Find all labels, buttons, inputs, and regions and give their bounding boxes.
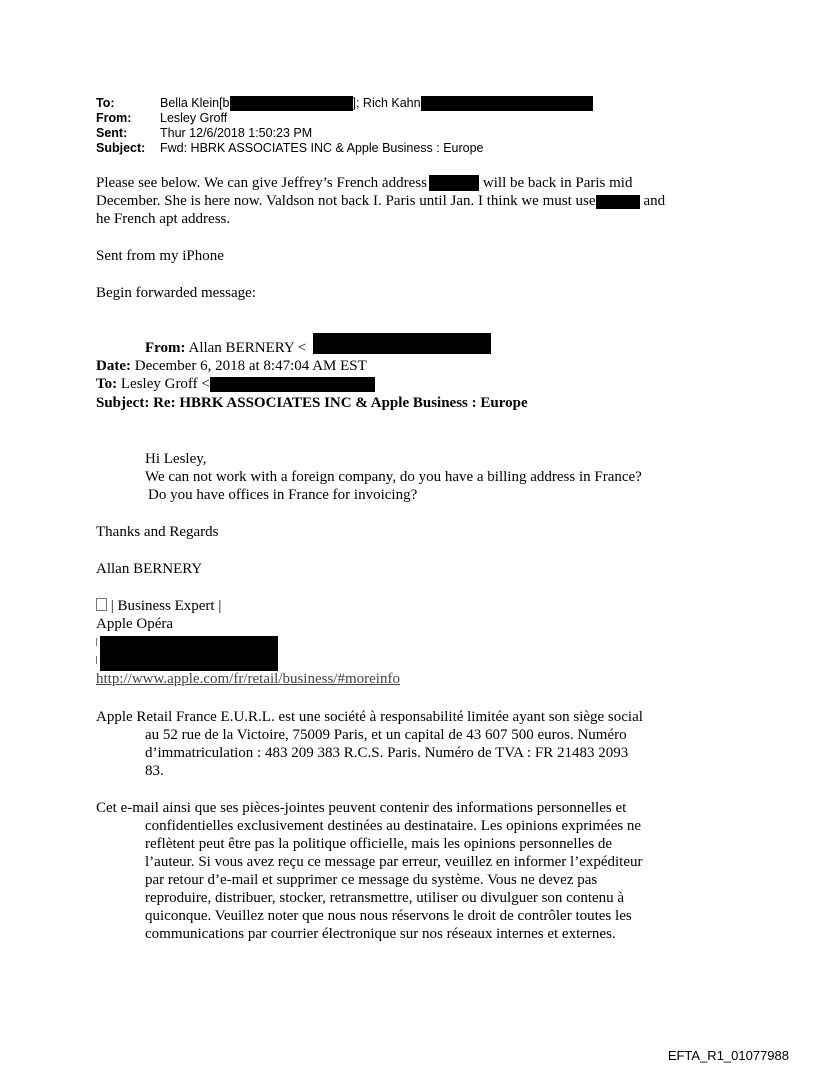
legal-p1-line: 83. [145, 763, 164, 779]
signature-title-row [96, 598, 221, 615]
header-to-label: To: [96, 96, 115, 110]
signoff-text: Thanks and Regards [96, 524, 219, 540]
email-header [96, 96, 593, 156]
body-text: December. She is here now. Valdson not back I. Paris until Jan. I think we must use [96, 193, 596, 209]
sent-from-text: Sent from my iPhone [96, 248, 224, 264]
header-sent-label: Sent: [96, 126, 128, 140]
redaction-box [210, 377, 375, 392]
header-sent-value: Thur 12/6/2018 1:50:23 PM [160, 126, 313, 140]
header-to-row [96, 96, 593, 111]
begin-forwarded-text: Begin forwarded message: [96, 285, 256, 301]
fwd-from-label: From: [145, 340, 186, 356]
fwd-date-row [96, 358, 367, 375]
signature-store: Apple Opéra [96, 616, 174, 632]
fwd-subject-label: Subject: [96, 395, 150, 411]
redaction-box [100, 636, 278, 671]
header-from-row [96, 111, 593, 126]
fwd-from-row [145, 340, 306, 357]
redaction-box [230, 96, 353, 111]
legal-p2-line: confidentielles exclusivement destinées au destinataire. Les opinions exprimées ne [145, 818, 642, 834]
redaction-box [596, 195, 640, 209]
signature-name: Allan BERNERY [96, 561, 203, 577]
body-line-2 [96, 193, 665, 210]
header-from-value: Lesley Groff [160, 111, 228, 125]
body-text: Please see below. We can give Jeffrey’s French address [96, 175, 427, 191]
fwd-date-value: December 6, 2018 at 8:47:04 AM EST [134, 358, 367, 374]
document-id: EFTA_R1_01077988 [667, 1048, 789, 1063]
legal-p2-line: Cet e-mail ainsi que ses pièces-jointes peuvent contenir des informations personnelles et [96, 800, 627, 816]
fwd-to-row [96, 376, 375, 393]
redaction-box [313, 333, 491, 354]
body-text: will be back in Paris mid [482, 175, 633, 191]
header-from-label: From: [96, 111, 132, 125]
legal-p1-line: Apple Retail France E.U.R.L. est une société à responsabilité limitée ayant son siège social [96, 709, 643, 725]
header-subject-label: Subject: [96, 141, 146, 155]
legal-p2-line: quiconque. Veuillez noter que nous nous réservons le droit de contrôler toutes les [145, 908, 632, 924]
signature-title: | Business Expert | [107, 598, 222, 614]
legal-p1-line: au 52 rue de la Victoire, 75009 Paris, et un capital de 43 607 500 euros. Numéro [145, 727, 627, 743]
fwd-to-value: Lesley Groff < [120, 376, 210, 392]
redaction-box [429, 175, 479, 191]
fwd-subject-value: Re: HBRK ASSOCIATES INC & Apple Business : Europe [153, 395, 528, 411]
legal-p2-line: reflètent peut être pas la politique officielle, mais les opinions personnelles de [145, 836, 613, 852]
legal-p2-line: par retour d’e-mail et supprimer ce message du système. Vous ne devez pas [145, 872, 598, 888]
apple-business-link[interactable]: http://www.apple.com/fr/retail/business/#moreinfo [96, 671, 400, 687]
message-line-1: We can not work with a foreign company, do you have a billing address in France? [145, 469, 642, 485]
header-sent-row [96, 126, 593, 141]
fwd-date-label: Date: [96, 358, 131, 374]
legal-p2-line: l’auteur. Si vous avez reçu ce message par erreur, veuillez en informer l’expéditeur [145, 854, 643, 870]
header-to-value: Bella Klein[b [160, 96, 230, 110]
fwd-to-label: To: [96, 376, 118, 392]
fwd-subject-row [96, 395, 528, 412]
header-to-value-2: ]; Rich Kahn [352, 96, 421, 110]
apple-logo-icon [96, 598, 107, 611]
legal-p2-line: communications par courrier électronique sur nos réseaux internes et externes. [145, 926, 616, 942]
body-line-1 [96, 175, 632, 192]
body-line-3: he French apt address. [96, 211, 231, 227]
header-subject-row [96, 141, 593, 156]
message-line-2: Do you have offices in France for invoicing? [148, 487, 418, 503]
fwd-from-value: Allan BERNERY < [188, 340, 307, 356]
legal-p1-line: d’immatriculation : 483 209 383 R.C.S. Paris. Numéro de TVA : FR 21483 2093 [145, 745, 629, 761]
legal-p2-line: reproduire, distribuer, stocker, retransmettre, utiliser ou divulguer son contenu à [145, 890, 625, 906]
greeting-text: Hi Lesley, [145, 451, 207, 467]
redaction-box [421, 96, 593, 111]
body-text: and [643, 193, 666, 209]
header-subject-value: Fwd: HBRK ASSOCIATES INC & Apple Business : Europe [160, 141, 484, 155]
